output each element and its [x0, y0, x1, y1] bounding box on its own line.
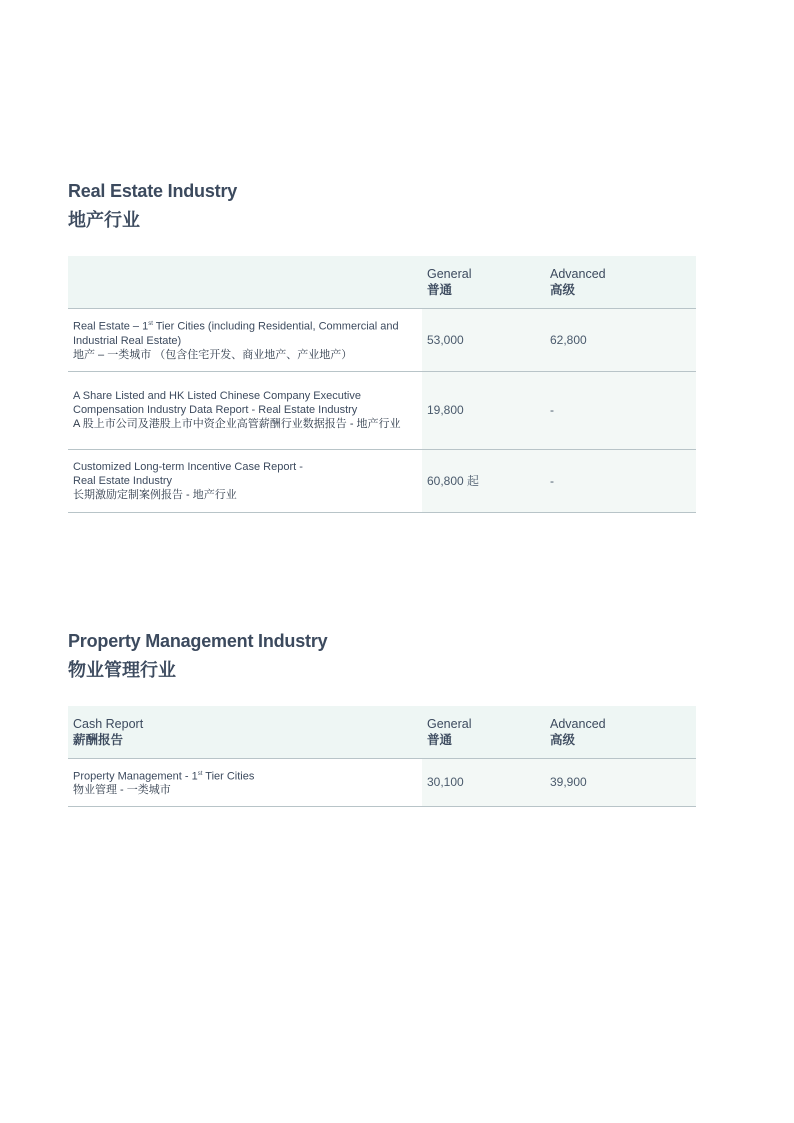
section-title-zh: 地产行业: [68, 210, 140, 230]
table-row: [68, 371, 696, 449]
table-row: [68, 449, 696, 512]
header-report-name-en: Cash Report: [73, 716, 144, 731]
general-price: 19,800: [422, 371, 545, 449]
row-description: [68, 371, 422, 449]
table-header-row: [68, 706, 696, 758]
header-general-zh: 普通: [427, 282, 453, 297]
header-advanced: [545, 256, 696, 308]
header-advanced: [545, 706, 696, 758]
header-advanced-zh: 高级: [550, 282, 576, 297]
section-title-en: Property Management Industry: [68, 631, 328, 651]
header-general-zh: 普通: [427, 732, 453, 747]
row-description: [68, 308, 422, 371]
header-report-name: [68, 706, 422, 758]
advanced-price: 39,900: [545, 758, 696, 806]
header-general-en: General: [427, 266, 472, 281]
row-title-zh: A 股上市公司及港股上市中资企业高管薪酬行业数据报告 - 地产行业: [73, 418, 401, 430]
table-row: [68, 758, 696, 806]
header-general: [422, 256, 545, 308]
advanced-price: -: [545, 449, 696, 512]
header-report-name-zh: 薪酬报告: [73, 732, 124, 747]
table-header-row: [68, 256, 696, 308]
header-advanced-zh: 高级: [550, 732, 576, 747]
table-row: [68, 308, 696, 371]
section-title-zh: 物业管理行业: [68, 660, 176, 680]
header-general: [422, 706, 545, 758]
row-title-en: Property Management - 1st Tier Cities: [73, 770, 255, 783]
advanced-price: -: [545, 371, 696, 449]
row-title-en: Customized Long-term Incentive Case Report - Real Estate Industry: [73, 460, 303, 487]
header-advanced-en: Advanced: [550, 716, 606, 731]
row-title-zh: 物业管理 - 一类城市: [73, 784, 171, 797]
row-title-zh: 地产 – 一类城市 （包含住宅开发、商业地产、产业地产）: [73, 348, 353, 361]
section-title-en: Real Estate Industry: [68, 181, 238, 201]
header-advanced-en: Advanced: [550, 266, 606, 281]
advanced-price: 62,800: [545, 308, 696, 371]
property-management-price-table: [68, 706, 696, 807]
header-report-name: [68, 256, 422, 308]
row-title-en: A Share Listed and HK Listed Chinese Company Executive Compensation Industry Data Report - Real Estate Industry: [73, 390, 361, 416]
property-management-section: [68, 630, 696, 807]
row-title-en: Real Estate – 1st Tier Cities (including Residential, Commercial and Industrial Real Estate): [73, 320, 399, 347]
header-general-en: General: [427, 716, 472, 731]
row-description: [68, 449, 422, 512]
real-estate-price-table: [68, 256, 696, 513]
row-description: [68, 758, 422, 806]
general-price: 60,800 起: [422, 449, 545, 512]
general-price: 30,100: [422, 758, 545, 806]
real-estate-section: [68, 180, 696, 513]
row-title-zh: 长期激励定制案例报告 - 地产行业: [73, 488, 237, 501]
general-price: 53,000: [422, 308, 545, 371]
